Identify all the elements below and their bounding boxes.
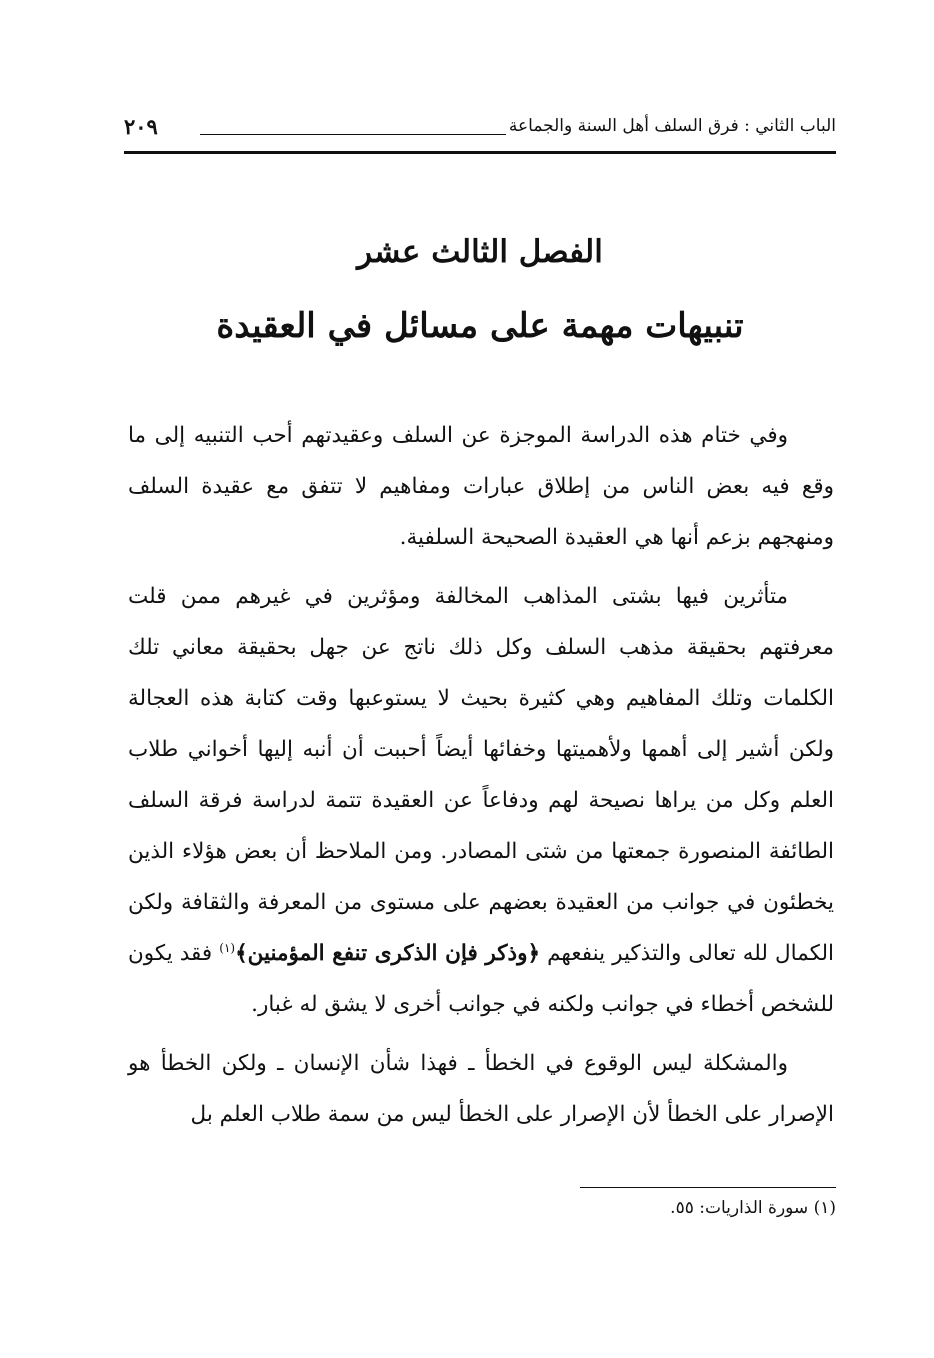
chapter-subtitle: تنبيهات مهمة على مسائل في العقيدة — [216, 306, 744, 346]
footnote: (١) سورة الذاريات: ٥٥. — [670, 1198, 836, 1218]
running-title: الباب الثاني : فرق السلف أهل السنة والجماعة — [508, 116, 836, 136]
header-rule — [124, 151, 836, 154]
paragraph-2-text-b: فقد يكون للشخص أخطاء في جوانب ولكنه في جوانب أخرى لا يشق له غبار. — [128, 941, 834, 1017]
page-number: ٢٠٩ — [124, 114, 158, 139]
header-leader-line — [200, 134, 506, 135]
quran-quote: ﴿وذكر فإن الذكرى تنفع المؤمنين﴾ — [235, 941, 541, 966]
paragraph-1: وفي ختام هذه الدراسة الموجزة عن السلف وعقيدتهم أحب التنبيه إلى ما وقع فيه بعض الناس من إطلاق عبارات ومفاهيم لا تتفق مع عقيدة السلف ومنهجهم بزعم أنها هي العقيدة الصحيحة السلفية. — [128, 423, 834, 550]
paragraph-2-text-a: متأثرين فيها بشتى المذاهب المخالفة ومؤثرين في غيرهم ممن قلت معرفتهم بحقيقة مذهب السلف وكل ذلك ناتج عن جهل بحقيقة معاني تلك الكلمات وتلك المفاهيم وهي كثيرة بحيث لا يستوعبها وقت كتابة هذه العجالة ولكن أشير إلى أهمها ولأهميتها وخفائها أيضاً أحببت أن أنبه إليها أخواني طلاب العلم وكل من يراها نصيحة لهم ودفاعاً عن العقيدة تتمة لدراسة فرقة السلف الطائفة المنصورة جمعتها من شتى المصادر. ومن الملاحظ أن بعض هؤلاء الذين يخطئون في جوانب من العقيدة بعضهم على مستوى من المعرفة والثقافة ولكن الكمال لله تعالى والتذكير ينفعهم — [128, 584, 834, 966]
paragraph-2 — [128, 571, 834, 1030]
paragraph-3: والمشكلة ليس الوقوع في الخطأ ـ فهذا شأن الإنسان ـ ولكن الخطأ هو الإصرار على الخطأ لأن الإصرار على الخطأ ليس من سمة طلاب العلم بل — [128, 1051, 834, 1127]
running-header — [124, 112, 836, 152]
chapter-title: الفصل الثالث عشر — [357, 234, 603, 270]
body-text — [128, 410, 834, 1148]
footnote-reference[interactable]: (١) — [219, 940, 236, 955]
footnote-rule — [580, 1187, 836, 1188]
